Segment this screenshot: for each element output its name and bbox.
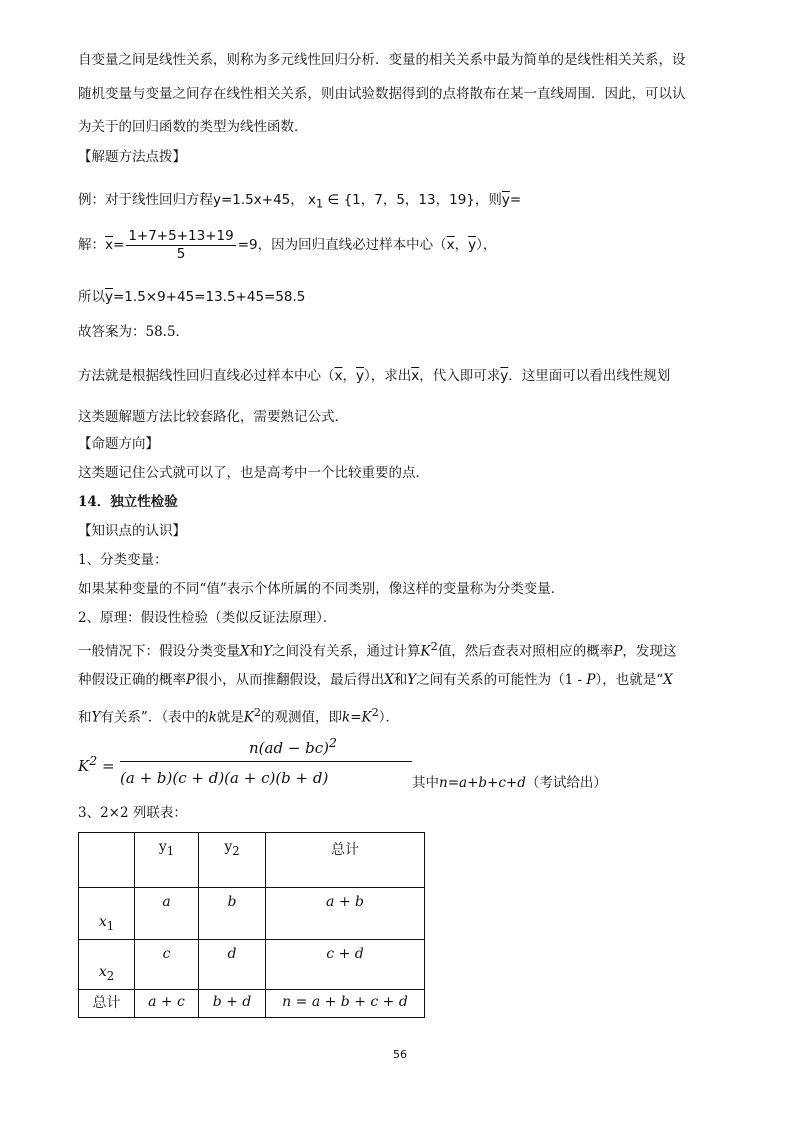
cell-row2-total: c + d [266,940,425,990]
principle-title: 2、原理：假设性检验（类似反证法原理）． [78,610,337,626]
intro-line-1: 自变量之间是线性关系，则称为多元线性回归分析．变量的相关关系中最为简单的是线性相关关系，设 [78,52,686,68]
cell-row1-total: a + b [266,888,425,940]
table-header-row [79,833,425,888]
var-p: P [586,672,596,688]
text: 的观测值，即 [261,709,343,726]
cell-d: d [199,940,266,990]
superscript: 2 [253,706,262,719]
example-ask-suffix: = [509,192,522,208]
formula-lhs: $K^2$ = [78,753,115,775]
var-k-lower: k [342,709,351,726]
mean-fraction [126,228,235,263]
cell-c: c [135,940,199,990]
answer-line: 故答案为：58.5． [78,324,190,340]
x-set-var: $x_1$ [308,192,324,211]
table-header-total: 总计 [266,833,425,888]
cell-grand-total: n = a + b + c + d [266,990,425,1018]
var-k: K [361,709,372,726]
method-part-2: ），求出 [364,368,412,384]
table-header-y1: $y_1$ [135,833,199,888]
text: 就是 [216,709,244,726]
x-bar: $\overline{x}$ [105,237,113,253]
solution-line [78,228,496,263]
formula-denominator: (a + b)(c + d)(a + c)(b + d) [120,769,329,787]
var-k: K [243,709,254,726]
page-number: 56 [393,1048,407,1061]
section-direction: 【命题方向】 [78,436,159,452]
var-y: Y [91,709,101,726]
y-bar: $\overline{y}$ [501,192,510,208]
text: 一般情况下：假设分类变量 [78,643,240,660]
var-k: K [420,643,431,660]
regression-equation: y=1.5x+45， [213,192,304,208]
principle-line-3 [78,703,399,728]
var-x: X [663,672,673,688]
solution-reason-end: ）， [476,237,497,253]
table-title: 3、2×2 列联表： [78,805,187,821]
var-x: X [240,643,250,660]
comma: ， [342,368,356,384]
method-part-3: ，代入即可求 [419,368,501,384]
solution-eq: = [113,237,125,253]
y-bar: $\overline{y}$ [468,237,477,253]
y-bar: $\overline{y}$ [356,368,364,384]
fraction-numerator: 1+7+5+13+19 [128,228,234,244]
cell-col2-total: b + d [199,990,266,1018]
section-method-tips: 【解题方法点拨】 [78,149,186,165]
section-knowledge: 【知识点的认识】 [78,523,186,539]
y-bar: $\overline{y}$ [500,368,509,384]
var-y: Y [407,672,417,688]
formula-numerator: n(ad − bc)$^2$ [249,735,337,757]
x-bar: $\overline{x}$ [446,237,455,253]
var-p: P [186,672,196,688]
principle-line-1 [78,637,676,662]
var-x: X [384,672,394,688]
fraction-denominator: 5 [176,246,186,262]
text: ）． [378,709,400,726]
row-label-x1: $x_1$ [79,888,135,940]
x-bar: $\overline{x}$ [334,368,343,384]
table-row [79,888,425,940]
solution-result: =9 [237,237,258,253]
section-14-title: 14．独立性检验 [78,494,178,510]
cell-a: a [135,888,199,940]
formula-note: 其中n=a+b+c+d（考试给出） [412,775,607,791]
contingency-table [78,832,425,1018]
table-corner-cell [79,833,135,888]
text: 种假设正确的概率 [78,672,186,688]
table-header-y2: $y_2$ [199,833,266,888]
y-bar: $\overline{y}$ [105,289,113,305]
therefore-calc: =1.5×9+45=13.5+45=58.5 [113,289,306,305]
text: 值，然后查表对照相应的概率 [437,643,614,660]
row-label-total: 总计 [79,990,135,1018]
intro-line-2: 随机变量与变量之间存在线性相关关系，则由试验数据得到的点将散布在某一直线周围．因此，可以认 [78,86,686,102]
table-total-row [79,990,425,1018]
text: 之间有关系的可能性为（1 - [416,672,587,688]
text: 之间没有关系，通过计算 [272,643,421,660]
method-line-2: 这类题解题方法比较套路化，需要熟记公式． [78,409,348,425]
text: ，发现这 [622,643,677,660]
comma: ， [454,237,469,253]
chi-square-formula [78,735,638,795]
intro-line-3: 为关于的回归函数的类型为线性函数． [78,119,308,135]
cell-b: b [199,888,266,940]
method-part-1: 方法就是根据线性回归直线必过样本中心（ [78,368,335,384]
x-set-values: ∈ {1，7，5，13，19} [327,192,475,208]
text: 有关系”．（表中的 [100,709,209,726]
fraction-bar [120,761,412,762]
categorical-text: 如果某种变量的不同“值”表示个体所属的不同类别，像这样的变量称为分类变量． [78,581,565,597]
text: 和 [393,672,408,688]
text: 和 [78,709,92,726]
table-row [79,940,425,990]
row-label-x2: $x_2$ [79,940,135,990]
cell-col1-total: a + c [135,990,199,1018]
solution-reason: ，因为回归直线必过样本中心（ [257,237,447,253]
therefore-prefix: 所以 [78,289,105,305]
method-line-1 [78,366,670,386]
categorical-title: 1、分类变量： [78,552,168,568]
text: 和 [249,643,264,660]
var-k-lower: k [208,709,217,726]
example-ask-prefix: ，则 [474,192,502,208]
example-prefix: 例：对于线性回归方程 [78,192,213,208]
var-y: Y [263,643,273,660]
principle-line-2 [78,670,673,690]
method-part-4: ．这里面可以看出线性规划 [508,368,671,384]
example-line [78,190,521,215]
text: = [350,709,362,726]
superscript: 2 [371,706,379,719]
solution-prefix: 解： [78,237,105,253]
var-p: P [613,643,623,660]
text: 很小，从而推翻假设，最后得出 [195,672,385,688]
text: ），也就是“ [595,672,664,688]
direction-text: 这类题记住公式就可以了，也是高考中一个比较重要的点． [78,465,429,481]
superscript: 2 [430,640,438,653]
x-bar: $\overline{x}$ [411,368,420,384]
therefore-line [78,287,305,307]
